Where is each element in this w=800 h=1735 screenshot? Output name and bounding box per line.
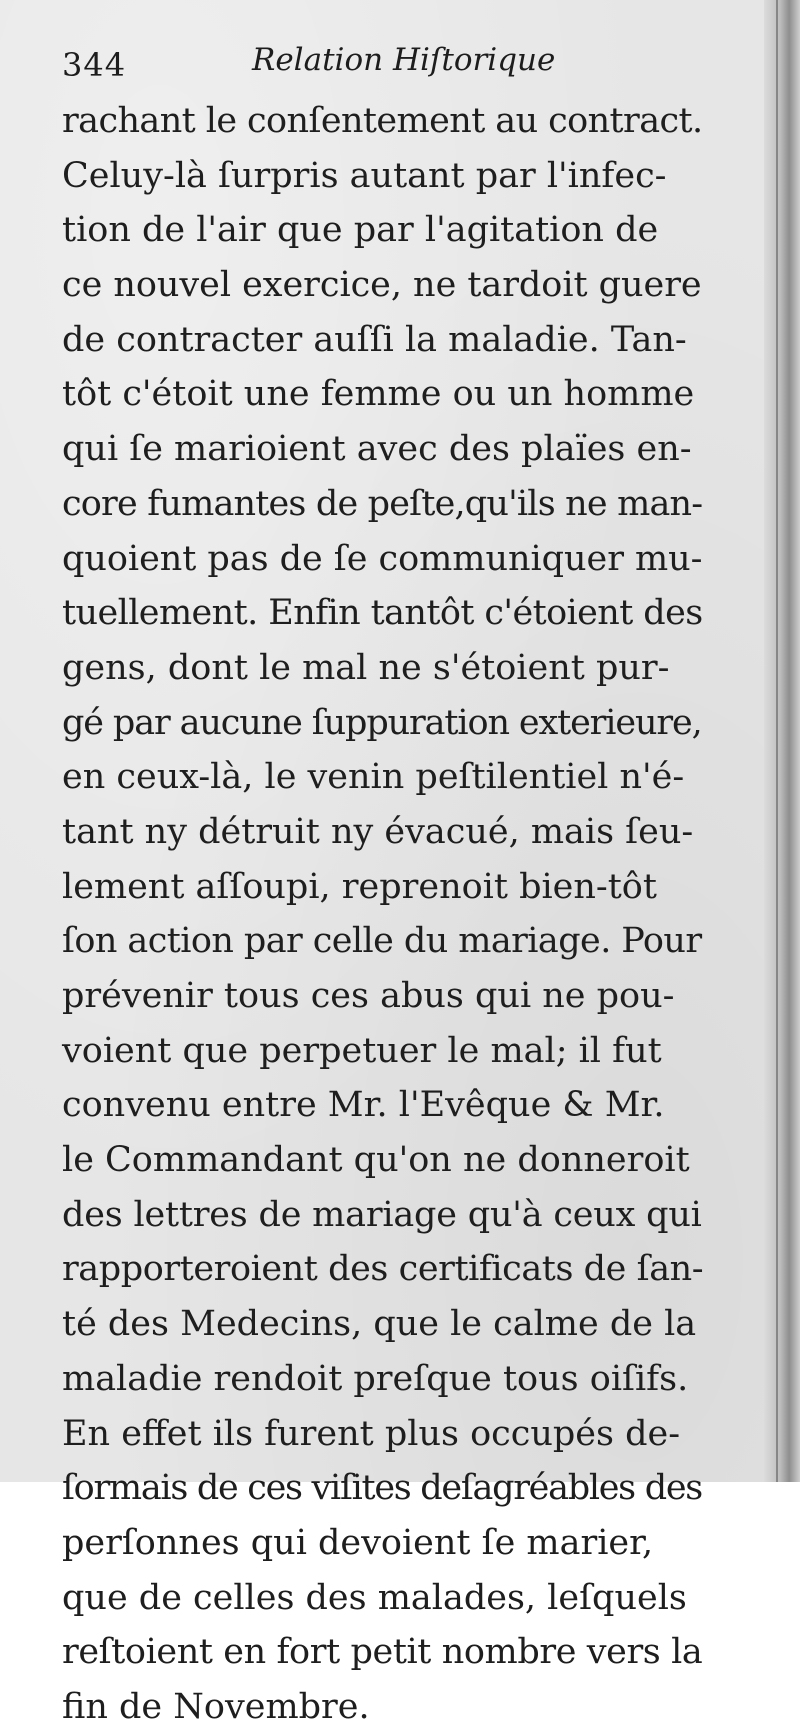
text-line: perſonnes qui devoient ſe marier, <box>62 1522 654 1563</box>
page-edge-shadow <box>764 0 800 1482</box>
text-line: ſormais de ces viſites deſagréables des <box>62 1468 702 1509</box>
text-line: Celuy-là ſurpris autant par l'infec- <box>62 155 667 196</box>
page-header <box>62 38 762 94</box>
text-line: rapporteroient des certificats de ſan- <box>62 1249 704 1290</box>
text-line: maladie rendoit preſque tous oiſifs. <box>62 1358 689 1399</box>
text-line: reſtoient en fort petit nombre vers la <box>62 1632 703 1673</box>
text-line: quoient pas de ſe communiquer mu- <box>62 538 703 579</box>
text-line: qui ſe marioient avec des plaïes en- <box>62 429 692 470</box>
text-line: en ceux-là, le venin peſtilentiel n'é- <box>62 757 685 798</box>
text-line: fin de Novembre. <box>62 1686 370 1727</box>
body-text <box>62 94 702 1735</box>
text-line: tôt c'étoit une femme ou un homme <box>62 374 695 415</box>
text-line: tion de l'air que par l'agitation de <box>62 210 659 251</box>
running-head: Relation Hiſtorique <box>252 42 556 78</box>
text-line: des lettres de mariage qu'à ceux qui <box>62 1194 702 1235</box>
text-line: que de celles des malades, leſquels <box>62 1577 687 1618</box>
text-line: tant ny détruit ny évacué, mais ſeu- <box>62 811 694 852</box>
text-line: rachant le conſentement au contract. <box>62 101 703 141</box>
text-line: voient que perpetuer le mal; il fut <box>62 1030 662 1071</box>
text-line: de contracter auſſi la maladie. Tan- <box>62 319 687 360</box>
text-line: té des Medecins, que le calme de la <box>62 1304 697 1345</box>
text-line: core fumantes de peſte,qu'ils ne man- <box>62 483 703 524</box>
text-line: tuellement. Enfin tantôt c'étoient des <box>62 593 703 634</box>
text-line: le Commandant qu'on ne donneroit <box>62 1140 690 1181</box>
text-line: ſon action par celle du mariage. Pour <box>62 921 702 962</box>
text-line: gé par aucune ſuppuration exterieure, <box>62 702 702 743</box>
text-line: ce nouvel exercice, ne tardoit guere <box>62 265 702 306</box>
text-line: gens, dont le mal ne s'étoient pur- <box>62 647 670 688</box>
text-line: lement aſſoupi, reprenoit bien-tôt <box>62 866 657 907</box>
page-edge-line <box>776 0 778 1482</box>
page-number: 344 <box>62 46 127 84</box>
text-line: convenu entre Mr. l'Evêque & Mr. <box>62 1085 665 1126</box>
text-line: En effet ils furent plus occupés de- <box>62 1413 681 1454</box>
text-line: prévenir tous ces abus qui ne pou- <box>62 976 675 1016</box>
